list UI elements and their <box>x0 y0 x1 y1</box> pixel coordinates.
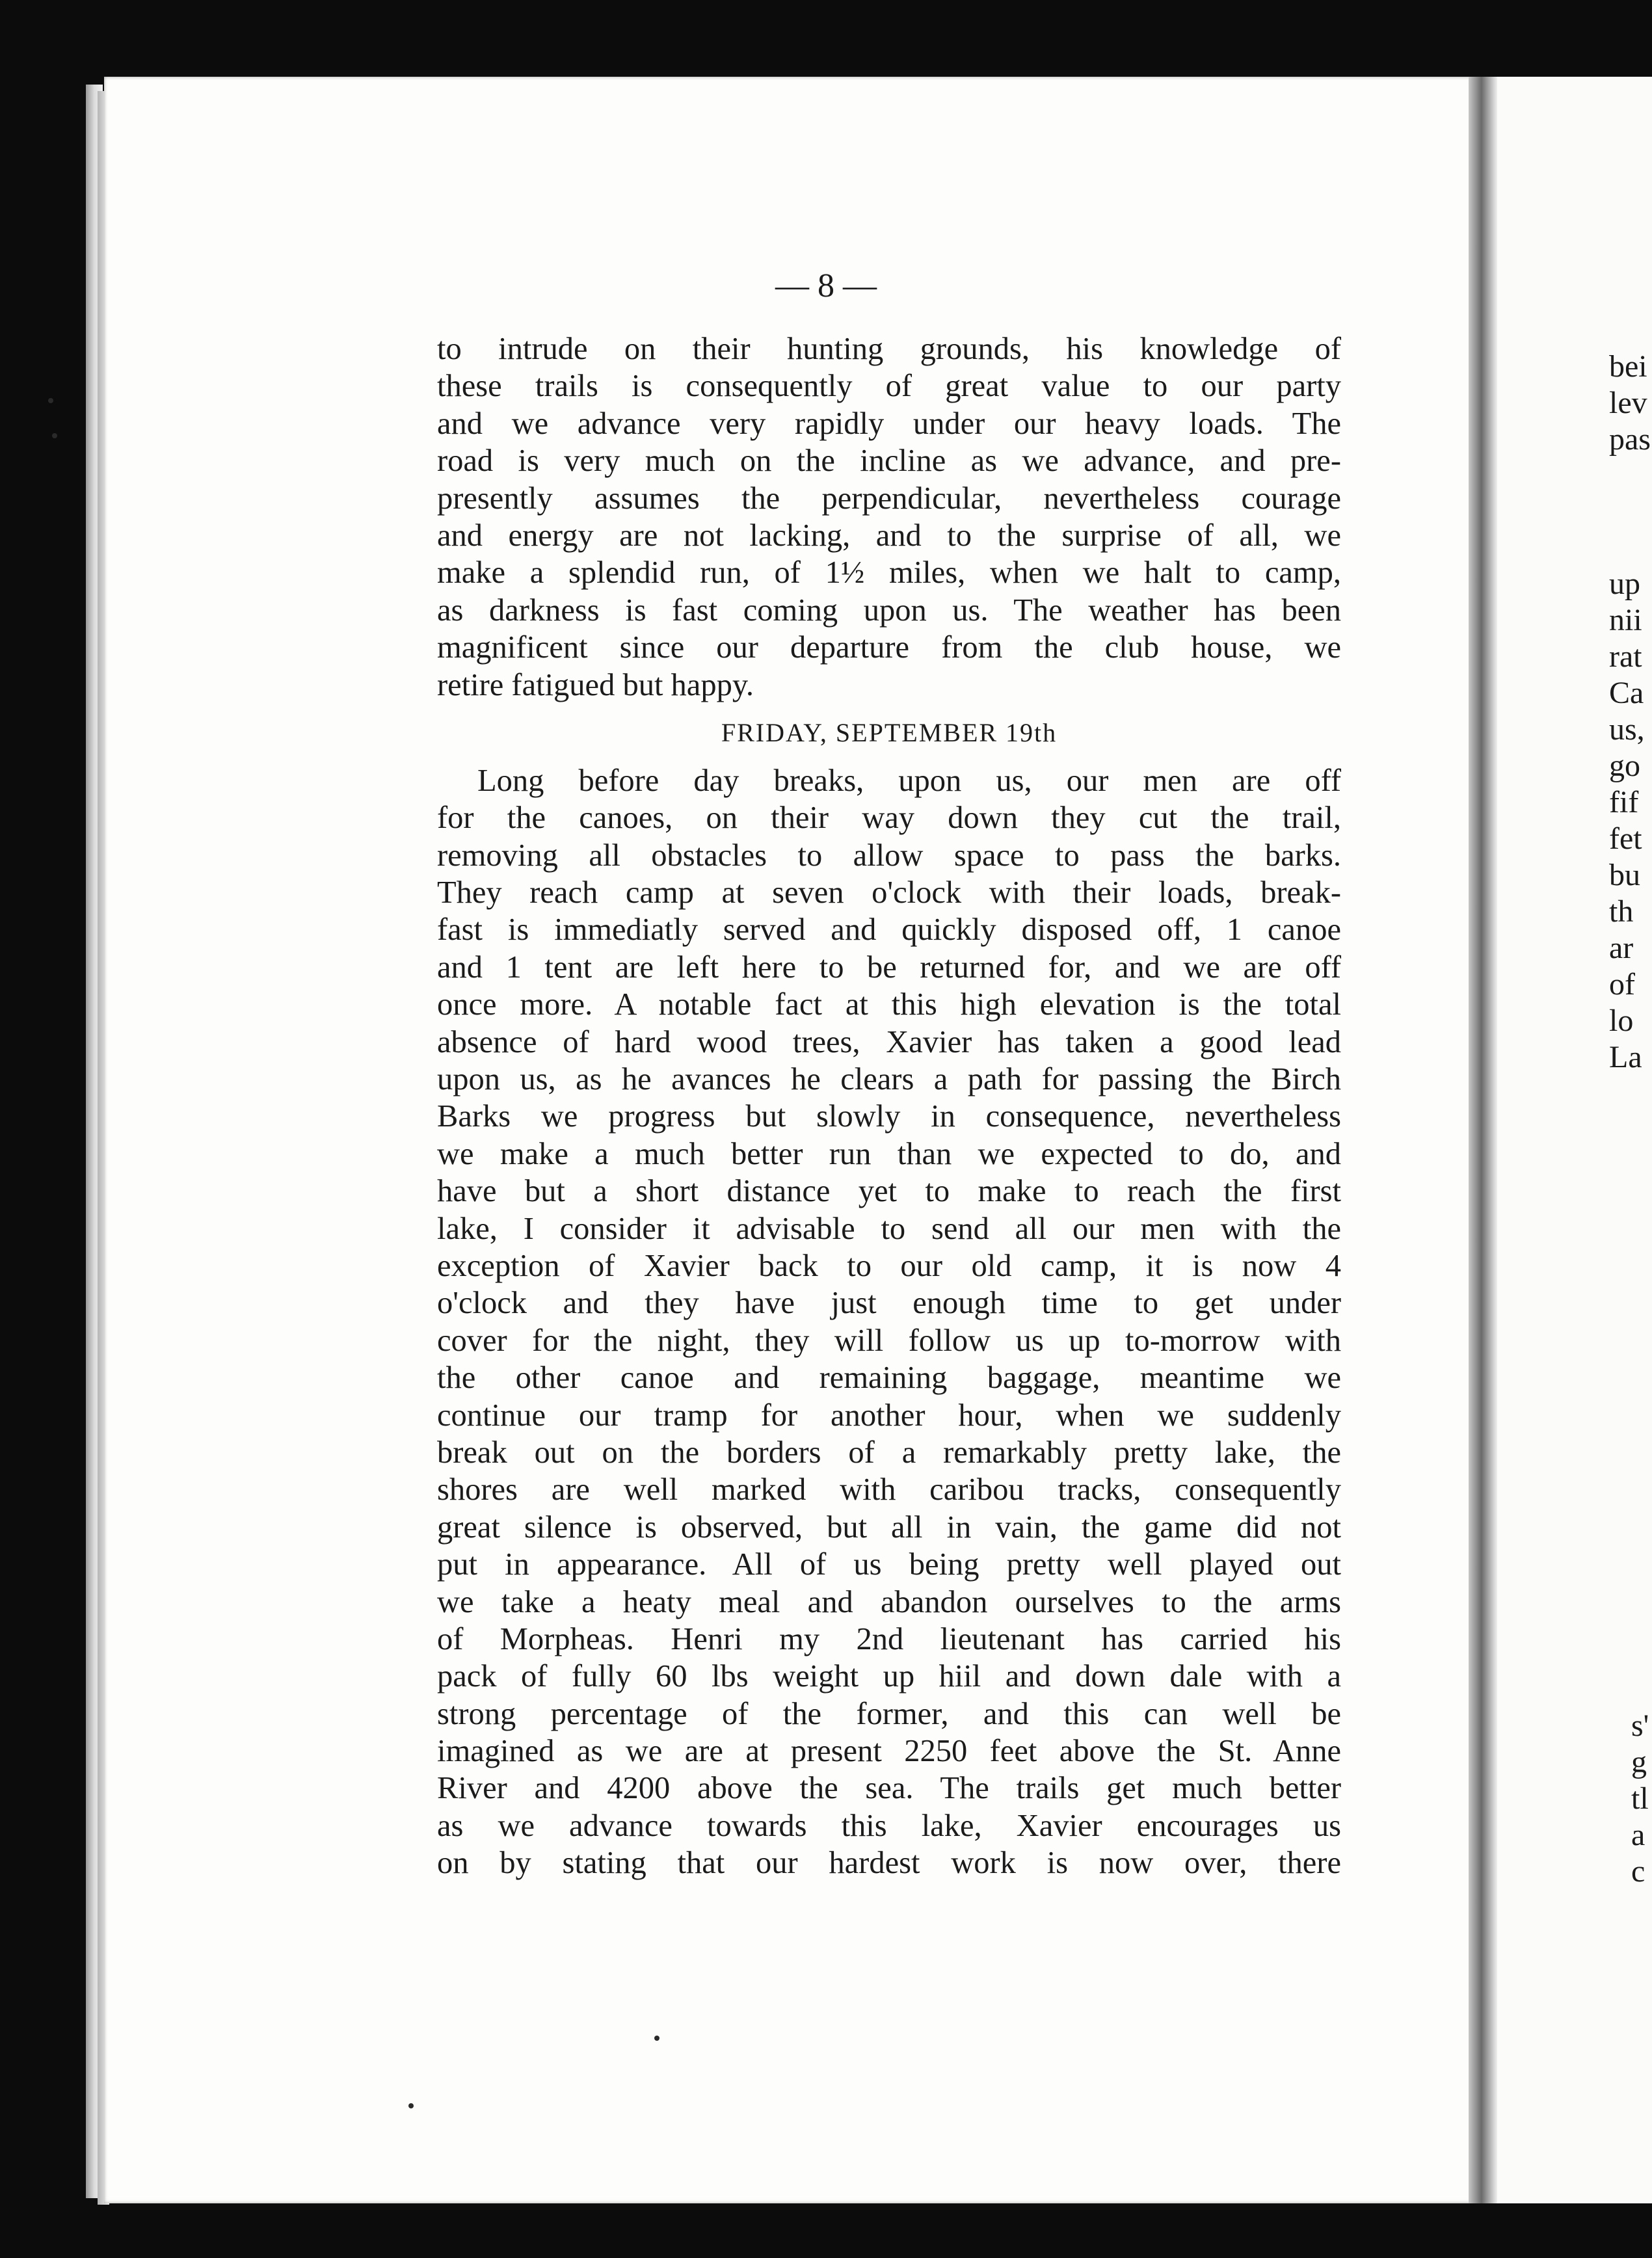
facing-page-fragment: ar <box>1609 931 1634 965</box>
text-line: and 1 tent are left here to be returned for, and we are off <box>437 950 1341 985</box>
text-line: upon us, as he avances he clears a path for passing the Birch <box>437 1062 1341 1097</box>
text-line: presently assumes the perpendicular, nevertheless courage <box>437 481 1341 516</box>
facing-page-fragment: th <box>1609 894 1634 929</box>
facing-page-fragment: La <box>1609 1040 1642 1074</box>
body-text <box>437 330 1341 1882</box>
text-line: we take a heaty meal and abandon ourselves to the arms <box>437 1584 1341 1619</box>
text-line: put in appearance. All of us being pretty well played out <box>437 1547 1341 1582</box>
scan-speck <box>48 398 53 403</box>
facing-page-fragment: tl <box>1631 1781 1649 1816</box>
paragraph-continued <box>437 330 1341 704</box>
page-number: — 8 — <box>775 267 877 304</box>
text-line: removing all obstacles to allow space to pass the barks. <box>437 838 1341 873</box>
scan-speck <box>654 2036 659 2041</box>
facing-page-fragment: a <box>1631 1818 1645 1852</box>
text-line: road is very much on the incline as we advance, and pre- <box>437 444 1341 479</box>
text-line: continue our tramp for another hour, when we suddenly <box>437 1398 1341 1433</box>
text-line: cover for the night, they will follow us up to-morrow with <box>437 1323 1341 1358</box>
text-line: shores are well marked with caribou tracks, consequently <box>437 1472 1341 1508</box>
text-line: we make a much better run than we expected to do, and <box>437 1136 1341 1171</box>
facing-page-fragment: rat <box>1609 639 1642 674</box>
facing-page-text-bottom <box>1631 1708 1649 1890</box>
facing-page-fragment: Ca <box>1609 676 1644 710</box>
text-line: strong percentage of the former, and this can well be <box>437 1696 1341 1731</box>
facing-page-fragment: of <box>1609 967 1635 1002</box>
facing-page-fragment: g <box>1631 1745 1647 1779</box>
facing-page-text-top <box>1609 349 1651 458</box>
text-line: have but a short distance yet to make to reach the first <box>437 1174 1341 1209</box>
facing-page-fragment: bu <box>1609 858 1640 892</box>
section-heading: FRIDAY, SEPTEMBER 19th <box>721 717 1058 747</box>
text-line: absence of hard wood trees, Xavier has taken a good lead <box>437 1024 1341 1059</box>
text-line: Long before day breaks, upon us, our men are off <box>477 763 1341 798</box>
text-line: o'clock and they have just enough time to get under <box>437 1286 1341 1321</box>
text-line: the other canoe and remaining baggage, meantime we <box>437 1361 1341 1396</box>
facing-page-fragment: nii <box>1609 603 1642 637</box>
facing-page-fragment: fif <box>1609 785 1639 819</box>
facing-page-fragment: c <box>1631 1854 1645 1889</box>
book-gutter <box>1469 77 1497 2203</box>
text-line: of Morpheas. Henri my 2nd lieutenant has carried his <box>437 1621 1341 1656</box>
scan-speck <box>408 2103 414 2108</box>
facing-page-fragment: us, <box>1609 712 1645 747</box>
text-line: They reach camp at seven o'clock with their loads, break- <box>437 875 1341 910</box>
facing-page-fragment: pas <box>1609 422 1651 457</box>
text-line: Barks we progress but slowly in consequence, nevertheless <box>437 1099 1341 1134</box>
facing-page-fragment: go <box>1609 749 1640 783</box>
text-line: great silence is observed, but all in vain, the game did not <box>437 1509 1341 1545</box>
text-line: imagined as we are at present 2250 feet above the St. Anne <box>437 1734 1341 1769</box>
text-line: once more. A notable fact at this high elevation is the total <box>437 987 1341 1022</box>
text-line: these trails is consequently of great value to our party <box>437 369 1341 404</box>
facing-page-fragment: up <box>1609 566 1640 601</box>
text-line: for the canoes, on their way down they cut the trail, <box>437 801 1341 836</box>
facing-page-fragment: s' <box>1631 1708 1649 1743</box>
text-line: River and 4200 above the sea. The trails get much better <box>437 1771 1341 1806</box>
text-line: as darkness is fast coming upon us. The weather has been <box>437 592 1341 628</box>
text-line: and energy are not lacking, and to the surprise of all, we <box>437 518 1341 553</box>
scan-speck <box>52 433 57 438</box>
text-line: magnificent since our departure from the club house, we <box>437 630 1341 665</box>
text-line: lake, I consider it advisable to send all our men with the <box>437 1211 1341 1246</box>
text-line: and we advance very rapidly under our heavy loads. The <box>437 406 1341 441</box>
text-line: to intrude on their hunting grounds, his knowledge of <box>437 332 1341 366</box>
facing-page-fragment: lev <box>1609 386 1647 420</box>
facing-page-text-middle <box>1609 566 1645 1076</box>
facing-page-fragment: lo <box>1609 1003 1634 1038</box>
text-line: pack of fully 60 lbs weight up hiil and down dale with a <box>437 1659 1341 1694</box>
text-line: on by stating that our hardest work is now over, there <box>437 1846 1341 1881</box>
text-line: fast is immediatly served and quickly disposed off, 1 canoe <box>437 912 1341 948</box>
text-line: make a splendid run, of 1½ miles, when we halt to camp, <box>437 555 1341 591</box>
facing-page-fragment: fet <box>1609 821 1642 856</box>
facing-page-fragment: bei <box>1609 349 1647 384</box>
paragraph-friday <box>437 762 1341 1882</box>
text-line: as we advance towards this lake, Xavier encourages us <box>437 1808 1341 1843</box>
text-line: retire fatigued but happy. <box>437 667 754 702</box>
text-line: break out on the borders of a remarkably pretty lake, the <box>437 1435 1341 1470</box>
text-line: exception of Xavier back to our old camp, it is now 4 <box>437 1248 1341 1283</box>
